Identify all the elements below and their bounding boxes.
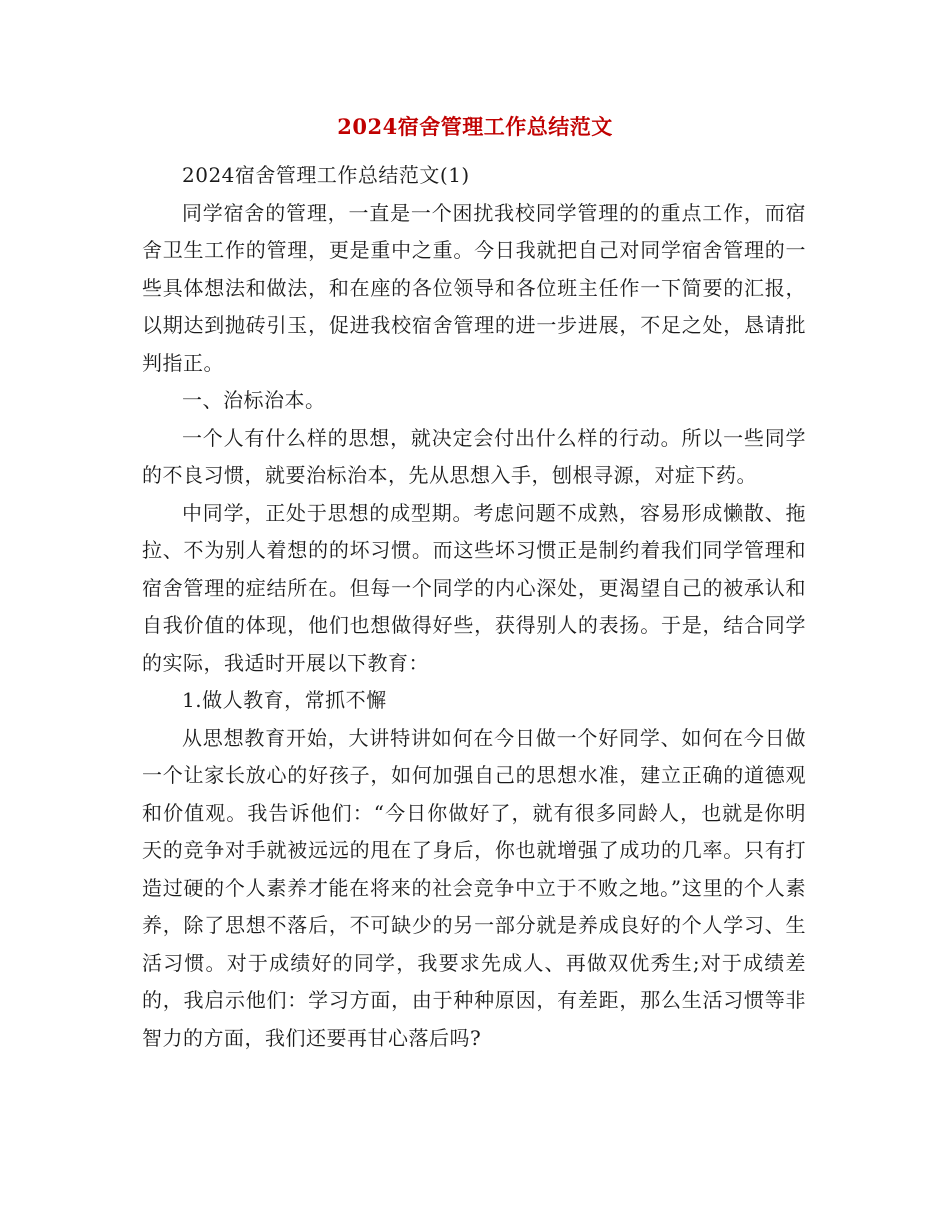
subsection-heading: 1.做人教育，常抓不懈 bbox=[182, 688, 387, 712]
document-body bbox=[142, 157, 806, 1057]
body-paragraph: 中同学，正处于思想的成型期。考虑问题不成熟，容易形成懒散、拖拉、不为别人着想的的坏习惯。而这些坏习惯正是制约着我们同学管理和宿舍管理的症结所在。但每一个同学的内心深处，更渴望自己的被承认和自我价值的体现，他们也想做得好些，获得别人的表扬。于是，结合同学的实际，我适时开展以下教育： bbox=[142, 500, 806, 675]
body-paragraph: 从思想教育开始，大讲特讲如何在今日做一个好同学、如何在今日做一个让家长放心的好孩子，如何加强自己的思想水准，建立正确的道德观和价值观。我告诉他们：“今日你做好了，就有很多同龄人，也就是你明天的竞争对手就被远远的甩在了身后，你也就增强了成功的几率。只有打造过硬的个人素养才能在将来的社会竞争中立于不败之地。”这里的个人素养，除了思想不落后，不可缺少的另一部分就是养成良好的个人学习、生活习惯。对于成绩好的同学，我要求先成人、再做双优秀生;对于成绩差的，我启示他们：学习方面，由于种种原因，有差距，那么生活习惯等非智力的方面，我们还要再甘心落后吗? bbox=[142, 725, 806, 1050]
document-title: 2024宿舍管理工作总结范文 bbox=[337, 114, 613, 139]
section-heading: 一、治标治本。 bbox=[182, 388, 326, 412]
body-paragraph: 同学宿舍的管理，一直是一个困扰我校同学管理的的重点工作，而宿舍卫生工作的管理，更是重中之重。今日我就把自己对同学宿舍管理的一些具体想法和做法，和在座的各位领导和各位班主任作一下简要的汇报，以期达到抛砖引玉，促进我校宿舍管理的进一步进展，不足之处，恳请批判指正。 bbox=[142, 200, 806, 375]
subtitle-paragraph: 2024宿舍管理工作总结范文(1) bbox=[182, 163, 470, 187]
body-paragraph: 一个人有什么样的思想，就决定会付出什么样的行动。所以一些同学的不良习惯，就要治标治本，先从思想入手，刨根寻源，对症下药。 bbox=[142, 425, 806, 487]
